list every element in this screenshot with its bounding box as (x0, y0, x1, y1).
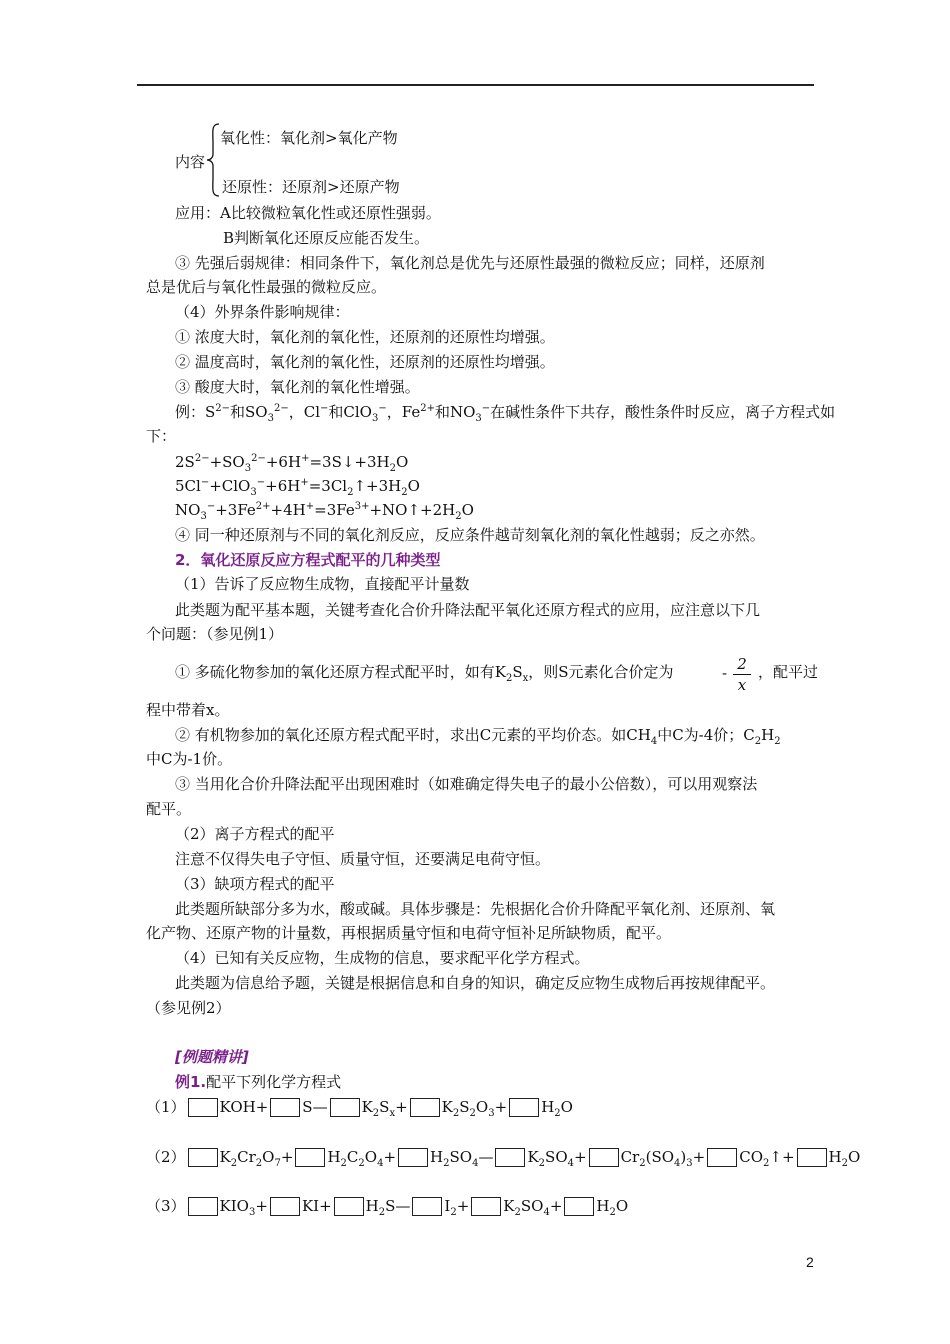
coefficient-box[interactable] (188, 1197, 218, 1216)
rule3-line2: 总是优后与氧化性最强的微粒反应。 (146, 278, 387, 296)
coefficient-box[interactable] (509, 1098, 539, 1117)
coefficient-box[interactable] (398, 1148, 428, 1167)
type3-title: （3）缺项方程式的配平 (175, 875, 335, 893)
examples-heading: [例题精讲] (175, 1048, 249, 1066)
equation-2: （2） $K_2Cr_2O_7+ H_2C_2O_4+$ $H_2SO_4—$ $K_2SO_4+ Cr_2(SO_4)_3+$ $CO_2↑+ H_2O$ (146, 1148, 861, 1169)
type4-title: （4）已知有关反应物，生成物的信息，要求配平化学方程式。 (175, 949, 590, 967)
external-item-3: ③ 酸度大时，氧化剂的氧化性增强。 (175, 378, 420, 396)
coefficient-box[interactable] (270, 1197, 300, 1216)
equation-3: （3） $KIO_3+ KI+$ $H_2S—$ $I_2+ K_2SO_4+ H_2O$ (146, 1197, 629, 1218)
note1-line1: ① 多硫化物参加的氧化还原方程式配平时，如有$K_2S_x$，则S元素化合价定为 (175, 663, 674, 684)
type4-para-line1: 此类题为信息给予题，关键是根据信息和自身的知识，确定反应物生成物后再按规律配平。 (175, 974, 776, 992)
type3-para-line2: 化产物、还原产物的计量数，再根据质量守恒和电荷守恒补足所缺物质，配平。 (146, 924, 672, 942)
application-b: B判断氧化还原反应能否发生。 (223, 229, 430, 247)
type1-title: （1）告诉了反应物生成物，直接配平计量数 (175, 575, 470, 593)
coefficient-box[interactable] (188, 1148, 218, 1167)
example1-label: 例1. (175, 1073, 207, 1091)
coefficient-box[interactable] (412, 1197, 442, 1216)
note3-line2: 配平。 (146, 800, 192, 818)
coefficient-box[interactable] (707, 1148, 737, 1167)
note1-line1-end: ，配平过 (758, 663, 819, 681)
coefficient-box[interactable] (270, 1098, 300, 1117)
page-number: 2 (806, 1254, 814, 1270)
coefficient-box[interactable] (188, 1098, 218, 1117)
rule3-line1: ③ 先强后弱规律：相同条件下，氧化剂总是优先与还原性最强的微粒反应；同样，还原剂 (175, 254, 765, 272)
application-a: 应用：A比较微粒氧化性或还原性强弱。 (175, 204, 441, 222)
note1-line2: 程中带着x。 (146, 701, 230, 719)
ionic-equation-2: $5Cl^-+ClO_3^-+6H^+=3Cl_2↑+3H_2O$ (175, 477, 420, 498)
section2-heading: 2．氧化还原反应方程式配平的几种类型 (175, 551, 441, 569)
type3-para-line1: 此类题所缺部分多为水，酸或碱。具体步骤是：先根据化合价升降配平氧化剂、还原剂、氧 (175, 900, 776, 918)
example1-heading (175, 1072, 341, 1092)
coefficient-box[interactable] (797, 1148, 827, 1167)
external-title: （4）外界条件影响规律： (175, 303, 350, 321)
ionic-equation-1: $2S^{2-}+SO_3^{2-}+6H^+=3S↓+3H_2O$ (175, 453, 409, 474)
note2-line2: 中C为-1价。 (146, 750, 233, 768)
example-line1: 例：$S^{2-}$和$SO_3^{2-}$，Cl−和ClO$_3$−，$Fe^{2+}$和$NO_3^-$在碱性条件下共存，酸性条件时反应，离子方程式如 (175, 403, 836, 424)
ionic-equation-3: $NO_3^-+3Fe^{2+}+4H^+=3Fe^{3+}+NO↑+2H_2O$ (175, 501, 474, 522)
note2-line1: ② 有机物参加的氧化还原方程式配平时，求出C元素的平均价态。如$CH_4$中C为-4价；$C_2H_2$ (175, 726, 781, 747)
type4-para-line2: （参见例2） (146, 999, 231, 1017)
rule4: ④ 同一种还原剂与不同的氧化剂反应，反应条件越苛刻氧化剂的氧化性越弱；反之亦然。 (175, 526, 765, 544)
equation-1: （1） KOH+ S— $K_2S_x+ K_2S_2O_3+ H_2O$ (146, 1098, 573, 1119)
oxidizing-rule: 氧化性：氧化剂>氧化产物 (220, 129, 398, 147)
coefficient-box[interactable] (410, 1098, 440, 1117)
example1-text: 配平下列化学方程式 (206, 1073, 342, 1091)
header-rule (137, 84, 814, 86)
type1-para-line1: 此类题为配平基本题，关键考查化合价升降法配平氧化还原方程式的应用，应注意以下几 (175, 601, 761, 619)
content-label: 内容 (175, 153, 206, 171)
fraction-minus: - (722, 664, 728, 682)
type1-para-line2: 个问题：（参见例1） (146, 625, 284, 643)
coefficient-box[interactable] (471, 1197, 501, 1216)
fraction-2-over-x: 2 x (733, 655, 751, 694)
coefficient-box[interactable] (495, 1148, 525, 1167)
coefficient-box[interactable] (589, 1148, 619, 1167)
type2-title: （2）离子方程式的配平 (175, 825, 335, 843)
curly-brace-icon (205, 122, 221, 198)
coefficient-box[interactable] (334, 1197, 364, 1216)
coefficient-box[interactable] (295, 1148, 325, 1167)
type2-para: 注意不仅得失电子守恒、质量守恒，还要满足电荷守恒。 (175, 850, 551, 868)
coefficient-box[interactable] (330, 1098, 360, 1117)
external-item-2: ② 温度高时，氧化剂的氧化性，还原剂的还原性均增强。 (175, 353, 555, 371)
coefficient-box[interactable] (564, 1197, 594, 1216)
note3-line1: ③ 当用化合价升降法配平出现困难时（如难确定得失电子的最小公倍数），可以用观察法 (175, 775, 758, 793)
reducing-rule: 还原性：还原剂>还原产物 (222, 178, 400, 196)
external-item-1: ① 浓度大时，氧化剂的氧化性，还原剂的还原性均增强。 (175, 328, 555, 346)
example-line2: 下： (146, 427, 177, 445)
